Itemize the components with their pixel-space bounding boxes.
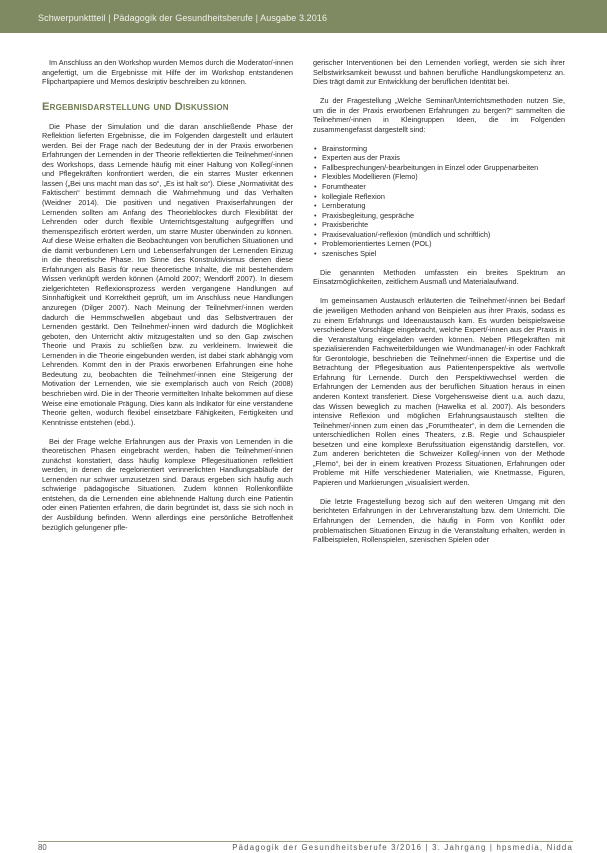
bullet-icon: • xyxy=(314,210,317,220)
list-item: • Flexibles Modellieren (Flemo) xyxy=(314,172,418,182)
body-paragraph: Die genannten Methoden umfassten ein breites Spektrum an Einsatzmöglichkeiten, zeitlichem Ausmaß und Materialaufwand. xyxy=(313,267,565,287)
list-item: • Praxisevaluation/-reflexion (mündlich und schriftlich) xyxy=(314,229,491,239)
bullet-icon: • xyxy=(314,153,317,163)
list-item: • Fallbesprechungen/-bearbeitungen in Einzel oder Gruppenarbeiten xyxy=(314,162,539,172)
list-item: • Problemorientiertes Lernen (POL) xyxy=(314,239,432,249)
right-column xyxy=(313,58,565,554)
list-item: • Praxisberichte xyxy=(314,220,369,230)
body-paragraph: gerischer Interventionen bei den Lernenden vorliegt, werden sie sich ihrer Selbstwirksamkeit bewusst und bahnen berufliche Handlungskompetenz an. Dies trägt damit zur Entwicklung der beruflichen Identität bei. xyxy=(313,58,565,87)
list-item: • Experten aus der Praxis xyxy=(314,153,400,163)
body-paragraph: Die Phase der Simulation und die daran anschließende Phase der Reflektion lieferten Ergebnisse, die im Folgenden dargestellt und erläutert werden. Bei der Frage nach der Bedeutung der in der Praxis erworbenen Erfahrungen der Lernenden in der Theorie reflektierten die Teilnehmer/-innen des Workshops, dass Lernende häufig mit einer Haltung von Kolleg/-innen und Pflegekräften konfrontiert werden, die ein starres Muster erkennen lassen („Bei uns macht man das so“, „Es ist halt so“). Diese „Normativität des Faktischen“ bestimmt demnach die Wahrnehmung und das Verhalten (Weidner 2014). Die positiven und negativen Praxiserfahrungen der Lernenden sollten am Anfang des Theorieblockes durch Flexibilität der Lehrenden oder durch flexible Unterrichtsgestaltung aufgegriffen und themenspezifisch erörtert werden, um starre Muster überwinden zu können. Auf diese Weise erhalten die Beobachtungen von beruflichen Situationen und die damit verbundenen Lern und Lebenserfahrungen der Lernenden Einzug in die theoretische Phase. Im Sinne des Konstruktivismus dienen diese Erfahrungen als Basis für neue theoretische Inhalte, die mit bestehendem Wissen verknüpft werden können (Arnold 2007; Wendorff 2007). In diesem zielgerichteten Reflexionsprozess werden vergangene Handlungen auf Sinnhaftigkeit und Korrektheit geprüft, um im Anschluss neue Handlungen anzuregen (Dilger 2007). Nach Meinung der Teilnehmer/-innen werden dadurch die Hemmschwellen abgebaut und das Selbstvertrauen der Lernenden gestärkt. Den Teilnehmer/-innen wird dadurch die Möglichkeit geboten, den Unterricht aktiv mitzugestalten und so den Gap zwischen Theorie und Praxis zu schließen bzw. zu verkleinern. Inwieweit die Lernenden in die Theorie eingebunden werden, ist dabei stark abhängig vom Lehrenden. Kommt den in der Praxis erworbenen Erfahrungen eine hohe Bedeutung zu, beobachten die Teilnehmer/-innen eine Steigerung der Motivation der Lernenden, wie sie exemplarisch auch von Reich (2008) beschrieben wird. Die in der Theorie vermittelten Inhalte bekommen auf diese Weise eine emotionale Prägung. Dies kann als Indikator für eine verstandene Theorie gelten, wodurch flexibel einsetzbare Fähigkeiten, Fertigkeiten und Kenntnisse entstehen (ebd.). xyxy=(42,121,293,427)
bullet-icon: • xyxy=(314,182,317,192)
header-title: Schwerpunkttteil | Pädagogik der Gesundheitsberufe | Ausgabe 3.2016 xyxy=(38,13,328,23)
footer-divider xyxy=(38,841,573,842)
bullet-icon: • xyxy=(314,162,317,172)
left-column xyxy=(42,58,293,542)
list-item: • kollegiale Reflexion xyxy=(314,191,385,201)
list-item: • Lernberatung xyxy=(314,201,366,211)
bullet-icon: • xyxy=(314,191,317,201)
bullet-icon: • xyxy=(314,172,317,182)
body-paragraph: Zu der Fragestellung „Welche Seminar/Unterrichtsmethoden nutzen Sie, um die in der Praxis erworbenen Erfahrungen zu bergen?“ sammelten die Teilnehmer/-innen in Kleingruppen Ideen, die im Folgenden zusammengefasst dargestellt sind: xyxy=(313,96,565,134)
intro-paragraph: Im Anschluss an den Workshop wurden Memos durch die Moderator/-innen angefertigt, um die Ergebnisse mit Hilfe der im Workshop entstandenen Flipchartpapiere und Memos deskriptiv beschreiben zu können. xyxy=(42,58,293,87)
list-item: • Forumtheater xyxy=(314,182,366,192)
bullet-icon: • xyxy=(314,143,317,153)
header-bar xyxy=(0,0,607,33)
journal-citation: Pädagogik der Gesundheitsberufe 3/2016 | 3. Jahrgang | hpsmedia, Nidda xyxy=(232,843,573,852)
body-paragraph: Im gemeinsamen Austausch erläuterten die Teilnehmer/-innen bei Bedarf die jeweiligen Methoden anhand von Beispielen aus ihrer Praxis, sodass es zu einem Erfahrungs und Ideenaustausch kam. Es wurden beispielsweise verschiedene Vorschläge eingebracht, welche Expert/-innen aus der Praxis in die Veranstaltung eingeladen werden können. Neben Pflegekräften mit spezialisierenden Fachweiterbildungen wie Wundmanager/-in oder Fachkraft für Gerontologie, beschrieben die Teilnehmer/-innen die Expertise und die Betrachtung der Pflegesituation aus Patientenperspektive als wertvolle Erfahrung für Lernende. Durch den Perspektivwechsel werden die Erfahrungen der Lernenden aus der beruflichen Situation heraus in einen anderen Kontext transferiert. Diese Vorgehensweise dient u.a. auch dazu, das Wissen beweglich zu machen (Hawelka et al. 2007). Als besonders intensive Reflexion und möglichen Erfahrungsaustausch stellten die Teilnehmer/-innen zum einen das „Forumtheater“, in dem die Lernenden die unterschiedlichen Rollen eines Theaters, z.B. Regie und Schauspieler besetzen und eine komplexe Berufssituation eigenständig darstellen, vor. Zum anderen berichteten die Schweizer Kolleg/-innen von der Methode „Flemo“, bei der in einem kreativen Prozess Situationen, Erfahrungen oder Probleme mit Hilfe verschiedener Materialien, wie Knetmasse, Figuren, Papieren und Markierungen „visualisiert werden. xyxy=(313,296,565,487)
section-heading: Ergebnisdarstellung und Diskussion xyxy=(42,100,229,113)
bullet-icon: • xyxy=(314,239,317,249)
list-item: • Brainstorming xyxy=(314,143,368,153)
list-item: • szenisches Spiel xyxy=(314,248,377,258)
bullet-icon: • xyxy=(314,201,317,211)
methods-list xyxy=(313,144,565,259)
page-number: 80 xyxy=(38,843,47,852)
list-item: • Praxisbegleitung, gespräche xyxy=(314,210,415,220)
bullet-icon: • xyxy=(314,248,317,258)
body-paragraph: Die letzte Fragestellung bezog sich auf den weiteren Umgang mit den berichteten Erfahrungen in der Lehrveranstaltung bzw. dem Unterricht. Die Erfahrungen der Lernenden, die häufig in Form von Konflikt oder problematischen Situationen Einzug in die Veranstaltung erhalten, werden in Fallbeispielen, Rollenspielen, szenischen Spielen oder xyxy=(313,496,565,545)
bullet-icon: • xyxy=(314,229,317,239)
bullet-icon: • xyxy=(314,220,317,230)
body-paragraph: Bei der Frage welche Erfahrungen aus der Praxis von Lernenden in die theoretischen Phasen eingebracht werden, haben die Teilnehmer/-innen zunächst konstatiert, dass häufig komplexe Pflegesituationen reflektiert werden, in denen die regelorientiert verinnerlichten Handlungsabläufe der Lernenden nur schwer umzusetzen sind. Daraus ergeben sich häufig auch schwierige pädagogische Situationen. Zudem können Rollenkonflikte entstehen, da die Lernenden eine ablehnende Haltung durch eine Patientin oder einen Patienten erfahren, die darin begründet ist, dass sie sich noch in der Ausbildung befinden. Wenn allerdings eine persönliche Betroffenheit bezüglich gelungener pfle- xyxy=(42,436,293,532)
